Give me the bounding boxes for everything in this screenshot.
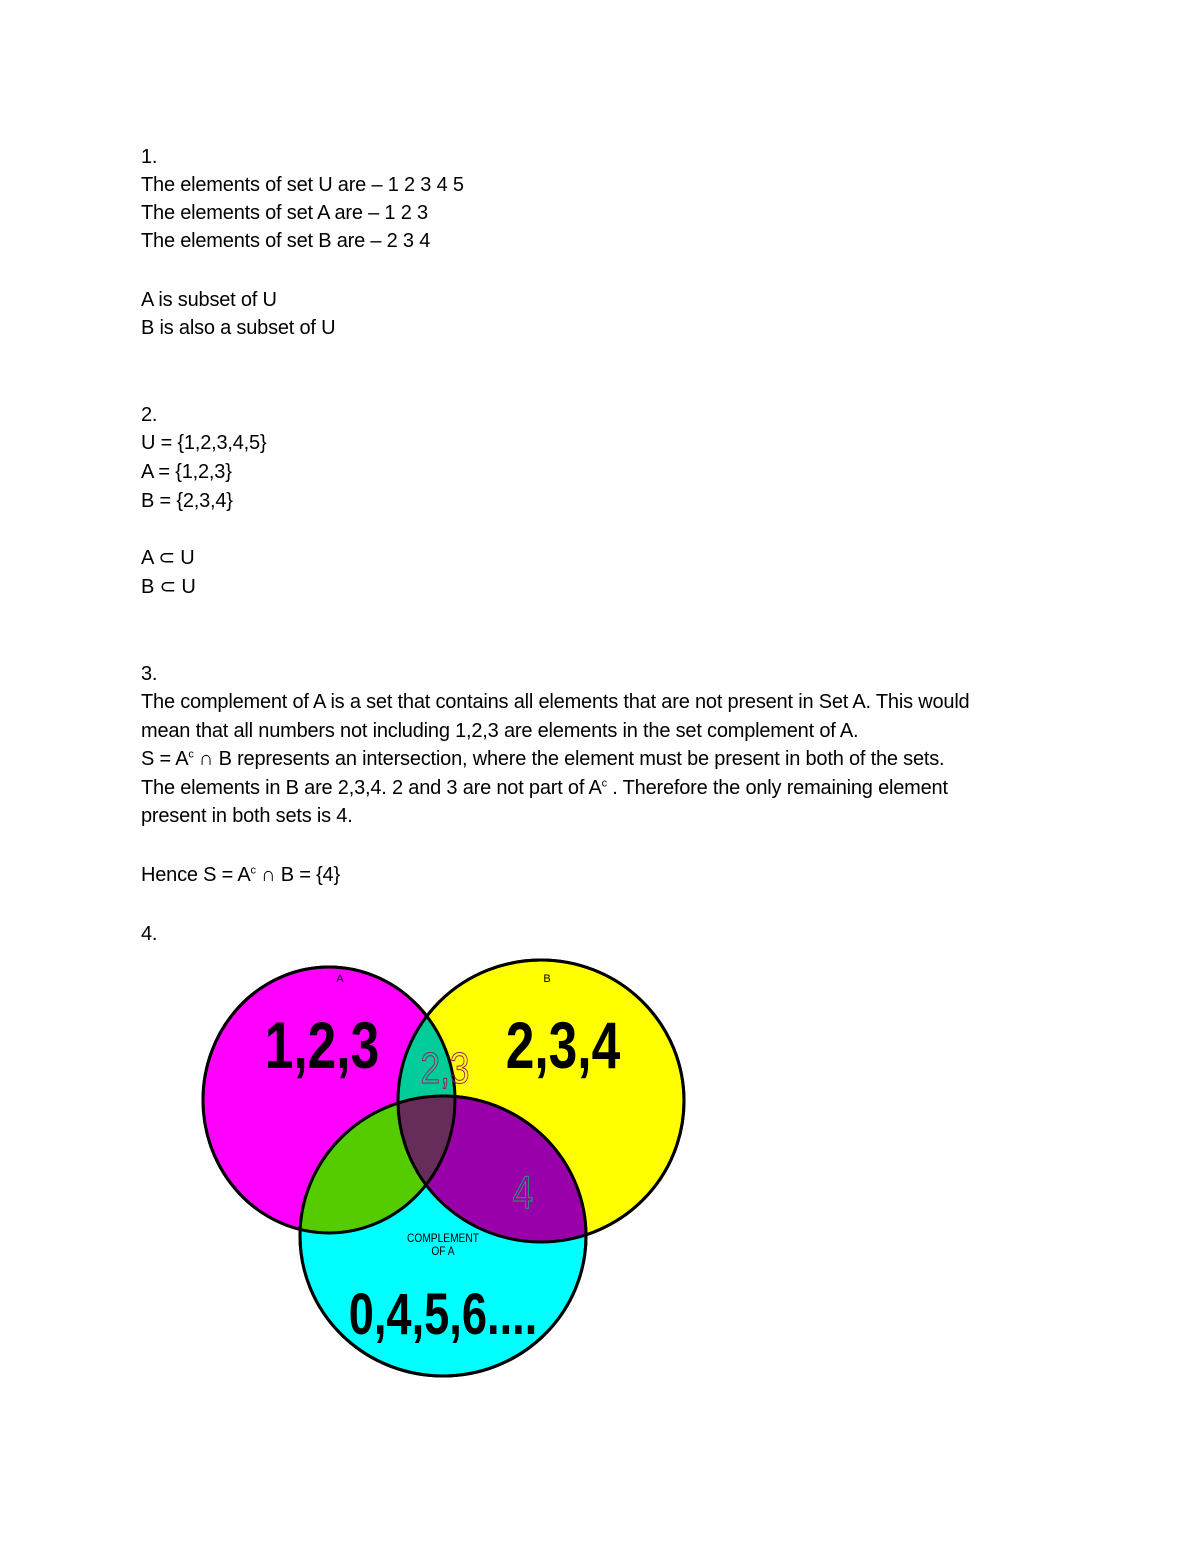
overlap-b-complement-values: 4 [512,1166,534,1218]
conclusion-line [141,861,340,889]
b-subset-statement: B is also a subset of U [141,317,336,339]
b-subset-notation: B ⊂ U [141,576,196,598]
set-a-elements: The elements of set A are – 1 2 3 [141,202,428,224]
text-fragment: ∩ B represents an intersection, where the element must be present in both of the sets. [193,748,945,770]
section-2-number: 2. [141,404,158,426]
set-a-values: 1,2,3 [264,1007,380,1083]
set-u-elements: The elements of set U are – 1 2 3 4 5 [141,174,464,196]
set-b-notation: B = {2,3,4} [141,490,233,512]
complement-paragraph-line-5: present in both sets is 4. [141,805,353,827]
complement-paragraph-line-2: mean that all numbers not including 1,2,3 are elements in the set complement of A. [141,720,859,742]
superscript-c: c [250,864,256,877]
set-b-values: 2,3,4 [505,1007,621,1083]
set-u-notation: U = {1,2,3,4,5} [141,432,267,454]
complement-paragraph-line-3 [141,745,944,773]
a-subset-notation: A ⊂ U [141,547,195,569]
set-b-label: B [543,973,551,985]
set-b-elements: The elements of set B are – 2 3 4 [141,230,431,252]
complement-values: 0,4,5,6.... [348,1282,538,1348]
set-a-notation: A = {1,2,3} [141,461,232,483]
section-4-number: 4. [141,923,158,945]
text-fragment: Hence S = A [141,864,251,886]
complement-label-line-2: OF A [431,1245,455,1259]
superscript-c: c [188,748,194,761]
venn-diagram [190,950,700,1390]
set-a-label: A [336,973,344,985]
text-fragment: The elements in B are 2,3,4. 2 and 3 are not part of A [141,777,602,799]
section-3-number: 3. [141,663,158,685]
text-fragment: ∩ B = {4} [255,864,340,886]
complement-paragraph-line-4 [141,774,948,802]
complement-label-line-1: COMPLEMENT [407,1232,479,1246]
superscript-c: c [601,777,607,790]
text-fragment: . Therefore the only remaining element [606,777,948,799]
text-fragment: S = A [141,748,189,770]
a-subset-statement: A is subset of U [141,289,277,311]
section-1-number: 1. [141,146,158,168]
complement-paragraph-line-1: The complement of A is a set that contains all elements that are not present in Set A. This would [141,691,970,713]
overlap-a-b-values: 2,3 [420,1044,470,1093]
